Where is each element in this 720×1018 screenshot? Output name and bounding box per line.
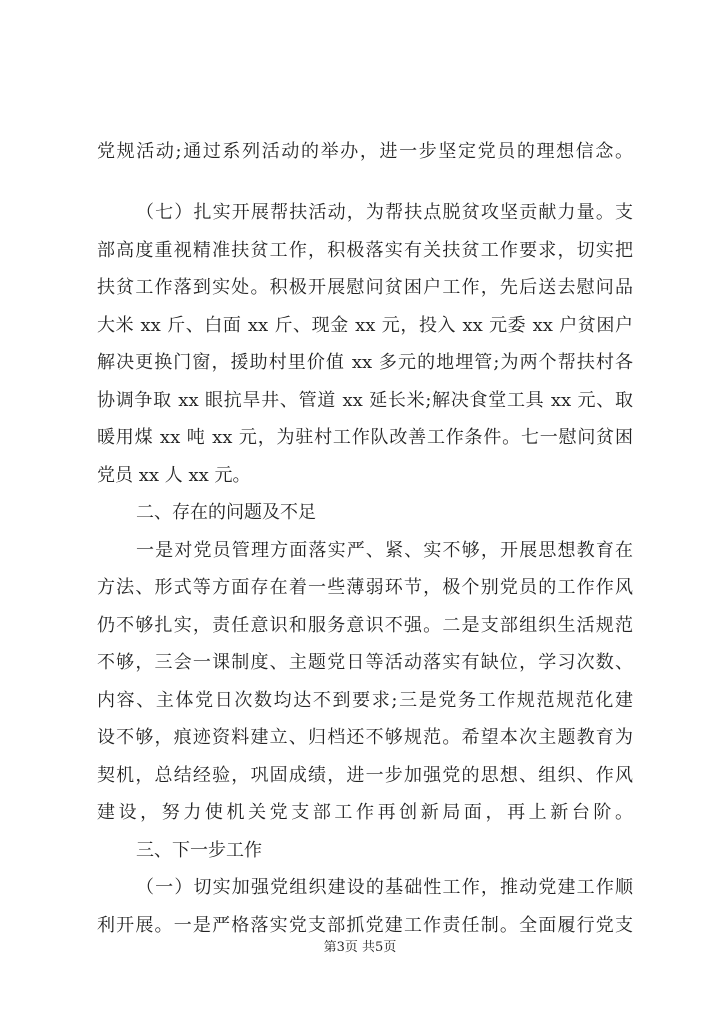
page-number-footer: 第3页 共5页 [323, 940, 397, 955]
text-line: 利开展。一是严格落实党支部抓党建工作责任制。全面履行党支 [97, 914, 633, 936]
text-line: 党规活动;通过系列活动的举办，进一步坚定党员的理想信念。 [97, 141, 633, 162]
text-line: 三、下一步工作 [136, 839, 262, 861]
text-line: 仍不够扎实，责任意识和服务意识不强。二是支部组织生活规范 [97, 614, 633, 636]
text-line: 大米 xx 斤、白面 xx 斤、现金 xx 元，投入 xx 元委 xx 户贫困户 [97, 314, 633, 336]
text-line: 方法、形式等方面存在着一些薄弱环节，极个别党员的工作作风 [97, 577, 633, 598]
text-line: 党员 xx 人 xx 元。 [97, 464, 251, 486]
text-line: 一是对党员管理方面落实严、紧、实不够，开展思想教育在 [136, 539, 633, 561]
text-line: 扶贫工作落到实处。积极开展慰问贫困户工作，先后送去慰问品 [97, 277, 633, 298]
text-line: 设不够，痕迹资料建立、归档还不够规范。希望本次主题教育为 [97, 727, 633, 748]
text-line: 契机，总结经验，巩固成绩，进一步加强党的思想、组织、作风 [97, 764, 633, 786]
text-line: 不够，三会一课制度、主题党日等活动落实有缺位，学习次数、 [97, 652, 633, 673]
text-line: 二、存在的问题及不足 [136, 502, 316, 523]
text-line: 协调争取 xx 眼抗旱井、管道 xx 延长米;解决食堂工具 xx 元、取 [97, 389, 633, 411]
text-line: 解决更换门窗，援助村里价值 xx 多元的地埋管;为两个帮扶村各 [97, 352, 633, 373]
text-line: 内容、主体党日次数均达不到要求;三是党务工作规范规范化建 [97, 689, 633, 711]
text-line: 暖用煤 xx 吨 xx 元，为驻村工作队改善工作条件。七一慰问贫困 [97, 427, 633, 448]
text-line: （一）切实加强党组织建设的基础性工作，推动党建工作顺 [136, 877, 633, 898]
text-line: （七）扎实开展帮扶活动，为帮扶点脱贫攻坚贡献力量。支 [136, 202, 633, 223]
text-line: 部高度重视精准扶贫工作，积极落实有关扶贫工作要求，切实把 [97, 239, 633, 261]
text-line: 建设，努力使机关党支部工作再创新局面，再上新台阶。 [97, 802, 633, 823]
